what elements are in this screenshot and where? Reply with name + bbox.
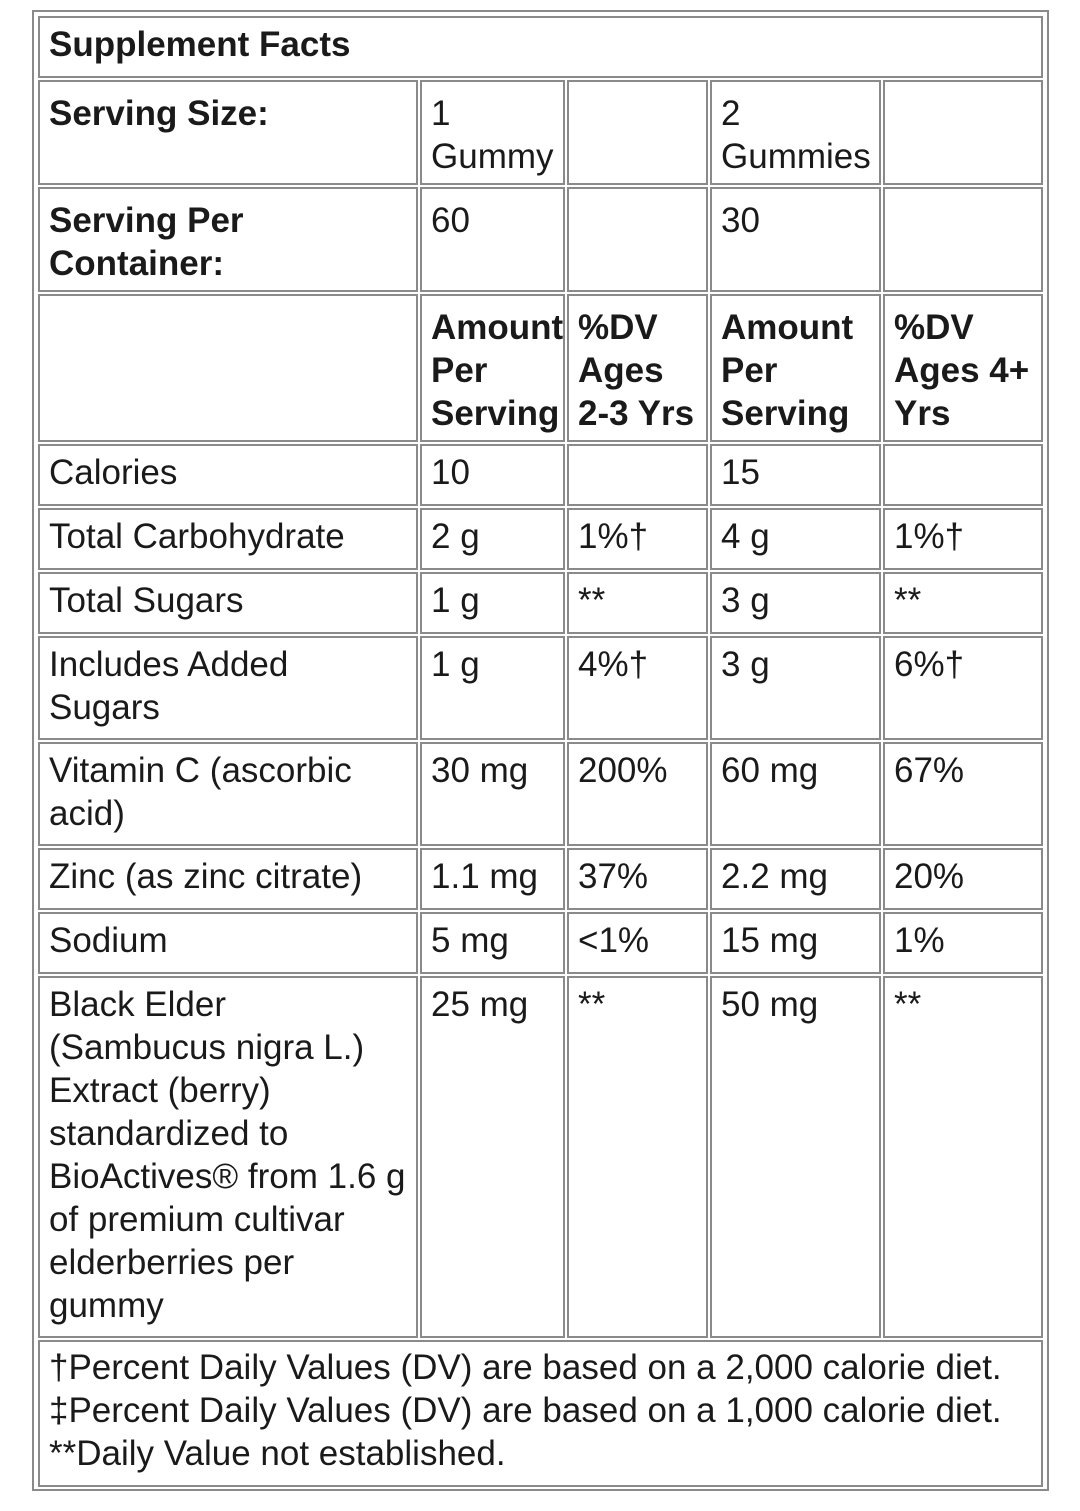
nutrient-row-added-sugars	[38, 636, 1043, 740]
nutrient-amount-adult: 3 g	[710, 572, 881, 634]
nutrient-amount-child: 25 mg	[420, 976, 565, 1338]
supplement-facts-table	[36, 14, 1045, 1489]
serving-size-adult: 2 Gummies	[710, 80, 881, 185]
nutrient-amount-adult: 2.2 mg	[710, 848, 881, 910]
nutrient-name: Black Elder (Sambucus nigra L.) Extract (berry) standardized to BioActives® from 1.6 g of premium cultivar elderberries per gummy	[38, 976, 418, 1338]
serving-size-row	[38, 80, 1043, 185]
nutrient-dv-adult: **	[883, 976, 1043, 1338]
servings-per-container-child: 60	[420, 187, 565, 292]
nutrient-name: Sodium	[38, 912, 418, 974]
footnotes-row	[38, 1340, 1043, 1487]
nutrient-dv-child: 4%†	[567, 636, 708, 740]
nutrient-name: Calories	[38, 444, 418, 506]
header-empty-cell	[38, 294, 418, 442]
nutrient-amount-adult: 60 mg	[710, 742, 881, 846]
nutrient-dv-child: **	[567, 572, 708, 634]
nutrient-row-black-elder	[38, 976, 1043, 1338]
nutrient-dv-adult: 1%	[883, 912, 1043, 974]
nutrient-amount-child: 1 g	[420, 572, 565, 634]
nutrient-dv-child: 1%†	[567, 508, 708, 570]
serving-size-child: 1 Gummy	[420, 80, 565, 185]
nutrient-amount-child: 30 mg	[420, 742, 565, 846]
nutrient-dv-child	[567, 444, 708, 506]
nutrient-row-total-sugars	[38, 572, 1043, 634]
nutrient-row-total-carbohydrate	[38, 508, 1043, 570]
nutrient-amount-adult: 4 g	[710, 508, 881, 570]
nutrient-row-zinc	[38, 848, 1043, 910]
nutrient-dv-adult: 6%†	[883, 636, 1043, 740]
nutrient-name: Total Carbohydrate	[38, 508, 418, 570]
panel-title: Supplement Facts	[38, 16, 1043, 78]
nutrient-name: Total Sugars	[38, 572, 418, 634]
servings-per-container-adult: 30	[710, 187, 881, 292]
header-amount-adult: Amount Per Serving	[710, 294, 881, 442]
nutrient-amount-child: 5 mg	[420, 912, 565, 974]
nutrient-dv-child: 37%	[567, 848, 708, 910]
nutrient-dv-child: 200%	[567, 742, 708, 846]
header-dv-child: %DV Ages 2-3 Yrs	[567, 294, 708, 442]
nutrient-name: Zinc (as zinc citrate)	[38, 848, 418, 910]
serving-size-adult-empty	[883, 80, 1043, 185]
nutrient-name: Includes Added Sugars	[38, 636, 418, 740]
footnote-1000-calorie: ‡Percent Daily Values (DV) are based on a 1,000 calorie diet.	[49, 1391, 1002, 1430]
nutrient-dv-adult: 1%†	[883, 508, 1043, 570]
nutrient-amount-adult: 15 mg	[710, 912, 881, 974]
nutrient-amount-child: 2 g	[420, 508, 565, 570]
servings-per-container-adult-empty	[883, 187, 1043, 292]
footnotes	[38, 1340, 1043, 1487]
nutrient-name: Vitamin C (ascorbic acid)	[38, 742, 418, 846]
header-dv-adult: %DV Ages 4+ Yrs	[883, 294, 1043, 442]
servings-per-container-child-empty	[567, 187, 708, 292]
nutrient-dv-adult: 67%	[883, 742, 1043, 846]
servings-per-container-row	[38, 187, 1043, 292]
supplement-facts-panel	[32, 10, 1049, 1491]
nutrient-row-vitamin-c	[38, 742, 1043, 846]
nutrient-dv-adult: **	[883, 572, 1043, 634]
title-row	[38, 16, 1043, 78]
nutrient-dv-child: <1%	[567, 912, 708, 974]
footnote-2000-calorie: †Percent Daily Values (DV) are based on a 2,000 calorie diet.	[49, 1348, 1002, 1387]
footnote-dv-not-established: **Daily Value not established.	[49, 1434, 506, 1473]
servings-per-container-label: Serving Per Container:	[38, 187, 418, 292]
header-amount-child: Amount Per Serving	[420, 294, 565, 442]
nutrient-row-calories	[38, 444, 1043, 506]
nutrient-amount-adult: 50 mg	[710, 976, 881, 1338]
column-header-row	[38, 294, 1043, 442]
nutrient-dv-adult: 20%	[883, 848, 1043, 910]
serving-size-child-empty	[567, 80, 708, 185]
nutrient-amount-child: 1.1 mg	[420, 848, 565, 910]
nutrient-dv-adult	[883, 444, 1043, 506]
nutrient-amount-child: 1 g	[420, 636, 565, 740]
nutrient-amount-child: 10	[420, 444, 565, 506]
nutrient-amount-adult: 3 g	[710, 636, 881, 740]
nutrient-row-sodium	[38, 912, 1043, 974]
serving-size-label: Serving Size:	[38, 80, 418, 185]
nutrient-dv-child: **	[567, 976, 708, 1338]
nutrient-amount-adult: 15	[710, 444, 881, 506]
